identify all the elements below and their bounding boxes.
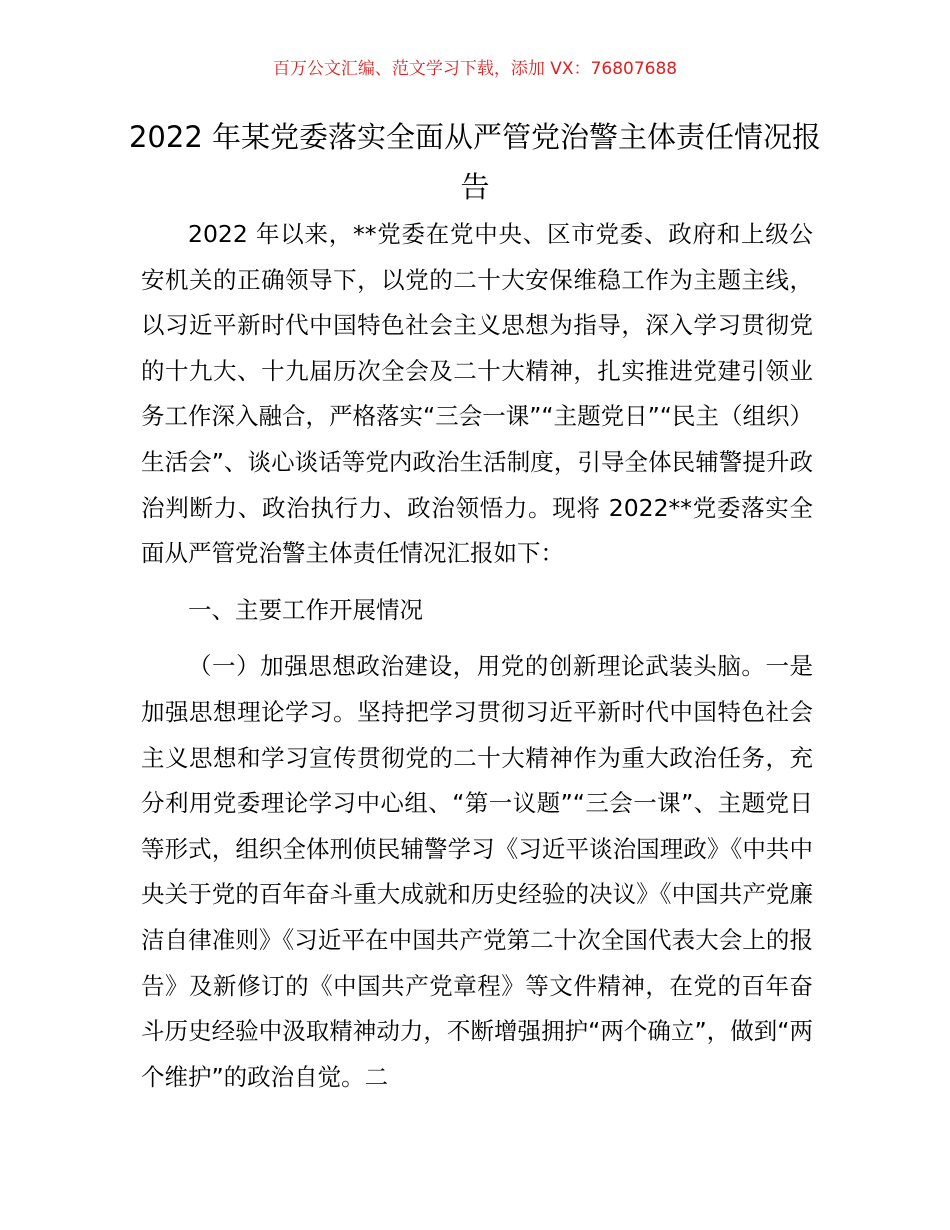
section-heading: 一、主要工作开展情况 [188,595,423,624]
body-paragraph: （一）加强思想政治建设，用党的创新理论武装头脑。一是加强思想理论学习。坚持把学习贯彻习近平新时代中国特色社会主义思想和学习宣传贯彻党的二十大精神作为重大政治任务，充分利用党委理论学习中心组、“第一议题”“三会一课”、主题党日等形式，组织全体刑侦民辅警学习《习近平谈治国理政》《中共中央关于党的百年奋斗重大成就和历史经验的决议》《中国共产党廉洁自律准则》《习近平在中国共产党第二十次全国代表大会上的报告》及新修订的《中国共产党章程》等文件精神，在党的百年奋斗历史经验中汲取精神动力，不断增强拥护“两个确立”，做到“两个维护”的政治自觉。二 [141,652,813,1091]
intro-paragraph: 2022 年以来，**党委在党中央、区市党委、政府和上级公安机关的正确领导下，以党的二十大安保维稳工作为主题主线，以习近平新时代中国特色社会主义思想为指导，深入学习贯彻党的十九大、十九届历次全会及二十大精神，扎实推进党建引领业务工作深入融合，严格落实“三会一课”“主题党日”“民主（组织）生活会”、谈心谈话等党内政治生活制度，引导全体民辅警提升政治判断力、政治执行力、政治领悟力。现将 2022**党委落实全面从严管党治警主体责任情况汇报如下： [141,220,813,568]
document-body [141,212,813,1100]
document-title: 2022 年某党委落实全面从严管党治警主体责任情况报告 [128,120,822,204]
watermark-header: 百万公文汇编、范文学习下载，添加 VX：76807688 [272,59,678,79]
